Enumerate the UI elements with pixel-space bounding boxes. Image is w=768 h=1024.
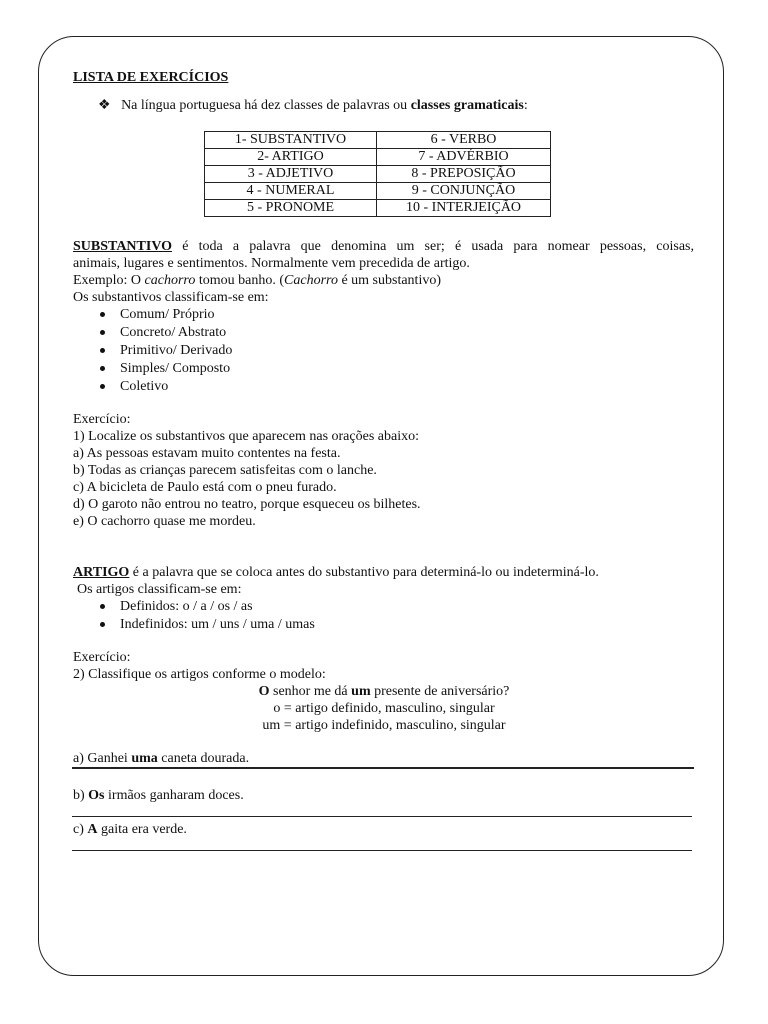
word-classes-table (204, 131, 551, 217)
exercise1-item: a) As pessoas estavam muito contentes na festa. (73, 446, 341, 461)
list-item: Definidos: o / a / os / as (120, 599, 253, 614)
model-text-1: senhor me dá (269, 684, 352, 699)
page-title: LISTA DE EXERCÍCIOS (73, 70, 229, 85)
table-cell: 8 - PREPOSIÇÃO (377, 166, 551, 183)
model-line2: o = artigo definido, masculino, singular (273, 701, 495, 716)
bullet-icon (100, 622, 105, 627)
exercise2-heading: Exercício: (73, 650, 131, 665)
exercise2-item-b (73, 787, 244, 804)
table-cell: 3 - ADJETIVO (205, 166, 377, 183)
exercise1-item: b) Todas as crianças parecem satisfeitas com o lanche. (73, 463, 377, 478)
intro-bold: classes gramaticais (410, 98, 524, 113)
table-cell: 9 - CONJUNÇÃO (377, 183, 551, 200)
artigo-definition (73, 564, 599, 581)
model-bold-2: um (351, 684, 371, 699)
exercise1-heading: Exercício: (73, 412, 131, 427)
table-row (205, 132, 551, 149)
item-post: gaita era verde. (97, 822, 187, 837)
exercise1-item: c) A bicicleta de Paulo está com o pneu furado. (73, 480, 337, 495)
substantivo-example (73, 272, 441, 289)
bullet-icon (100, 384, 105, 389)
table-cell: 1- SUBSTANTIVO (205, 132, 377, 149)
example-mid: tomou banho. ( (195, 273, 285, 288)
table-row (205, 166, 551, 183)
answer-line[interactable] (72, 816, 692, 817)
exercise2-prompt: 2) Classifique os artigos conforme o modelo: (73, 667, 326, 682)
model-text-2: presente de aniversário? (370, 684, 510, 699)
model-line3: um = artigo indefinido, masculino, singular (262, 718, 506, 733)
bullet-icon (100, 348, 105, 353)
answer-line[interactable] (72, 767, 694, 769)
bullet-icon (100, 312, 105, 317)
table-row (205, 183, 551, 200)
item-bold: uma (131, 751, 158, 766)
intro-line (98, 97, 528, 114)
exercise1-item: e) O cachorro quase me mordeu. (73, 514, 256, 529)
bullet-icon (100, 604, 105, 609)
example-word: cachorro (144, 273, 196, 288)
list-item: Coletivo (120, 379, 169, 394)
bullet-icon (100, 366, 105, 371)
substantivo-definition-line2: animais, lugares e sentimentos. Normalmente vem precedida de artigo. (73, 256, 470, 271)
artigo-classify-intro: Os artigos classificam-se em: (77, 582, 242, 597)
exercise2-item-c (73, 821, 187, 838)
item-bold: A (87, 822, 98, 837)
answer-line[interactable] (72, 850, 692, 851)
list-item: Primitivo/ Derivado (120, 343, 233, 358)
substantivo-def-text: é toda a palavra que denomina um ser; é usada para nomear pessoas, coisas, (182, 239, 694, 254)
substantivo-term: SUBSTANTIVO (73, 239, 173, 254)
list-item: Comum/ Próprio (120, 307, 215, 322)
table-cell: 2- ARTIGO (205, 149, 377, 166)
intro-end: : (523, 98, 528, 113)
item-post: caneta dourada. (157, 751, 250, 766)
exercise1-item: d) O garoto não entrou no teatro, porque esqueceu os bilhetes. (73, 497, 421, 512)
example-prefix: Exemplo: O (73, 273, 145, 288)
intro-text: Na língua portuguesa há dez classes de palavras ou (121, 98, 411, 113)
item-pre: b) (73, 788, 89, 803)
model-bold-1: O (258, 684, 270, 699)
item-post: irmãos ganharam doces. (104, 788, 244, 803)
table-cell: 10 - INTERJEIÇÃO (377, 200, 551, 217)
table-cell: 4 - NUMERAL (205, 183, 377, 200)
artigo-term: ARTIGO (73, 565, 130, 580)
item-bold: Os (88, 788, 105, 803)
list-item: Simples/ Composto (120, 361, 231, 376)
item-pre: a) Ganhei (73, 751, 132, 766)
exercise2-item-a (73, 750, 249, 767)
artigo-def-text: é a palavra que se coloca antes do substantivo para determiná-lo ou indeterminá-lo. (129, 565, 599, 580)
example-word2: Cachorro (284, 273, 338, 288)
item-pre: c) (73, 822, 88, 837)
model-sentence (0, 683, 768, 700)
list-item: Indefinidos: um / uns / uma / umas (120, 617, 315, 632)
table-cell: 5 - PRONOME (205, 200, 377, 217)
substantivo-definition-line1 (73, 238, 694, 255)
diamond-bullet-icon: ❖ (98, 98, 111, 113)
table-row (205, 200, 551, 217)
bullet-icon (100, 330, 105, 335)
example-end: é um substantivo) (337, 273, 441, 288)
list-item: Concreto/ Abstrato (120, 325, 227, 340)
substantivo-classify-intro: Os substantivos classificam-se em: (73, 290, 269, 305)
table-cell: 6 - VERBO (377, 132, 551, 149)
table-row (205, 149, 551, 166)
exercise1-prompt: 1) Localize os substantivos que aparecem nas orações abaixo: (73, 429, 419, 444)
table-cell: 7 - ADVÉRBIO (377, 149, 551, 166)
